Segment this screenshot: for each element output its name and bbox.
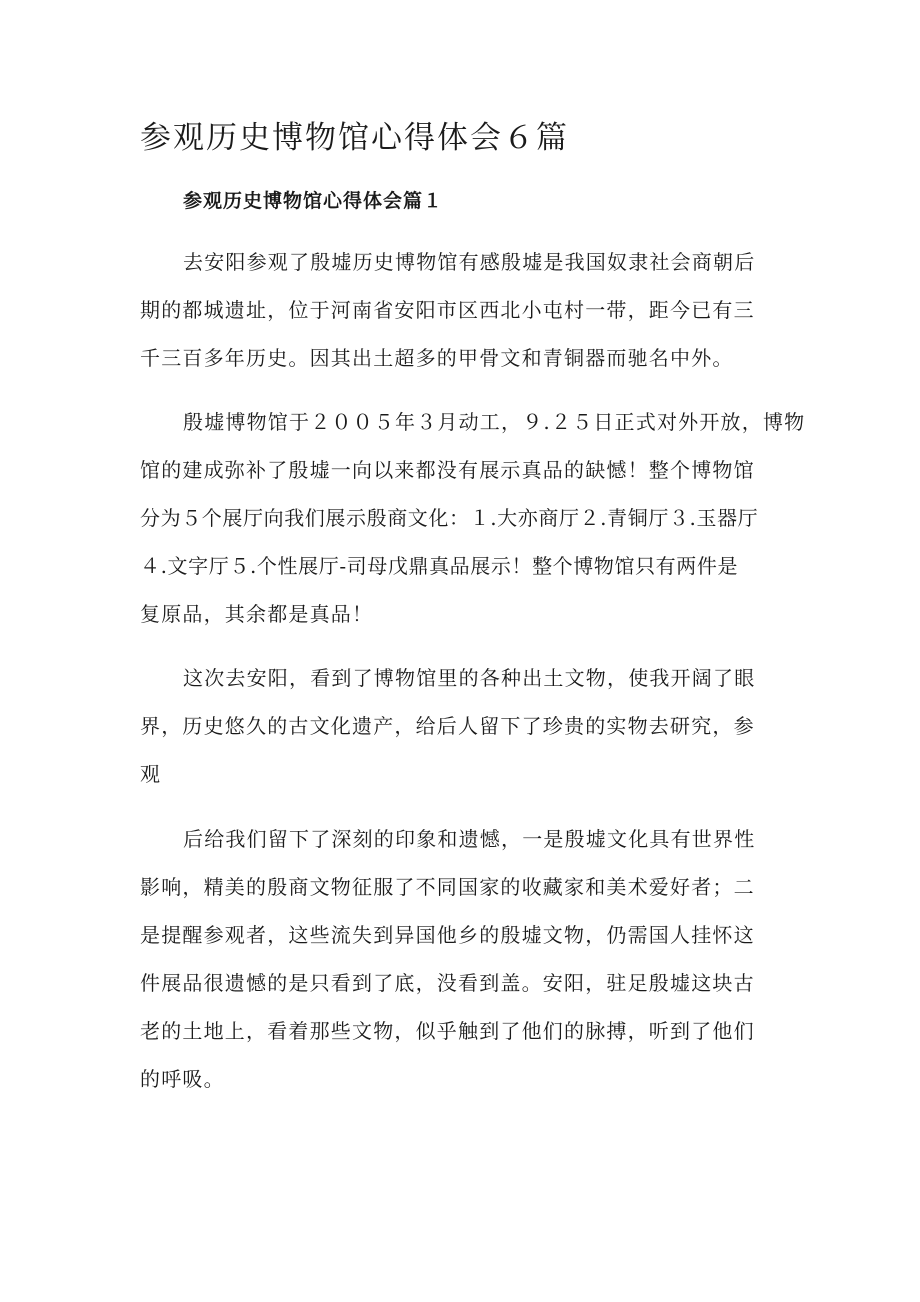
paragraph-4 (140, 815, 780, 1103)
paragraph-line: 千三百多年历史。因其出土超多的甲骨文和青铜器而驰名中外。 (140, 346, 734, 370)
paragraph-line: 复原品，其余都是真品！ (140, 602, 374, 626)
document-title: 参观历史博物馆心得体会６篇 (140, 120, 569, 156)
paragraph-line: 界，历史悠久的古文化遗产，给后人留下了珍贵的实物去研究，参 (140, 714, 755, 738)
paragraph-3 (140, 654, 780, 798)
paragraph-line: 老的土地上，看着那些文物，似乎触到了他们的脉搏，听到了他们 (140, 1019, 755, 1043)
paragraph-line: 是提醒参观者，这些流失到异国他乡的殷墟文物，仍需国人挂怀这 (140, 923, 755, 947)
paragraph-2 (140, 398, 806, 638)
paragraph-line: 件展品很遗憾的是只看到了底，没看到盖。安阳，驻足殷墟这块古 (140, 971, 755, 995)
paragraph-1 (140, 238, 780, 382)
paragraph-line: ４.文字厅５.个性展厅-司母戊鼎真品展示！整个博物馆只有两件是 (140, 554, 739, 578)
paragraph-line: 分为５个展厅向我们展示殷商文化：１.大亦商厅２.青铜厅３.玉器厅 (140, 506, 759, 530)
paragraph-line: 馆的建成弥补了殷墟一向以来都没有展示真品的缺憾！整个博物馆 (140, 458, 755, 482)
paragraph-line: 期的都城遗址，位于河南省安阳市区西北小屯村一带，距今已有三 (140, 298, 755, 322)
paragraph-line: 后给我们留下了深刻的印象和遗憾，一是殷墟文化具有世界性 (183, 827, 756, 851)
section-heading: 参观历史博物馆心得体会篇１ (183, 190, 444, 212)
paragraph-line: 的呼吸。 (140, 1067, 225, 1091)
paragraph-line: 观 (140, 762, 162, 786)
paragraph-line: 影响，精美的殷商文物征服了不同国家的收藏家和美术爱好者；二 (140, 875, 755, 899)
paragraph-line: 这次去安阳，看到了博物馆里的各种出土文物，使我开阔了眼 (183, 666, 756, 690)
paragraph-line: 去安阳参观了殷墟历史博物馆有感殷墟是我国奴隶社会商朝后 (183, 250, 756, 274)
paragraph-line: 殷墟博物馆于２００５年３月动工，９.２５日正式对外开放，博物 (183, 410, 806, 434)
